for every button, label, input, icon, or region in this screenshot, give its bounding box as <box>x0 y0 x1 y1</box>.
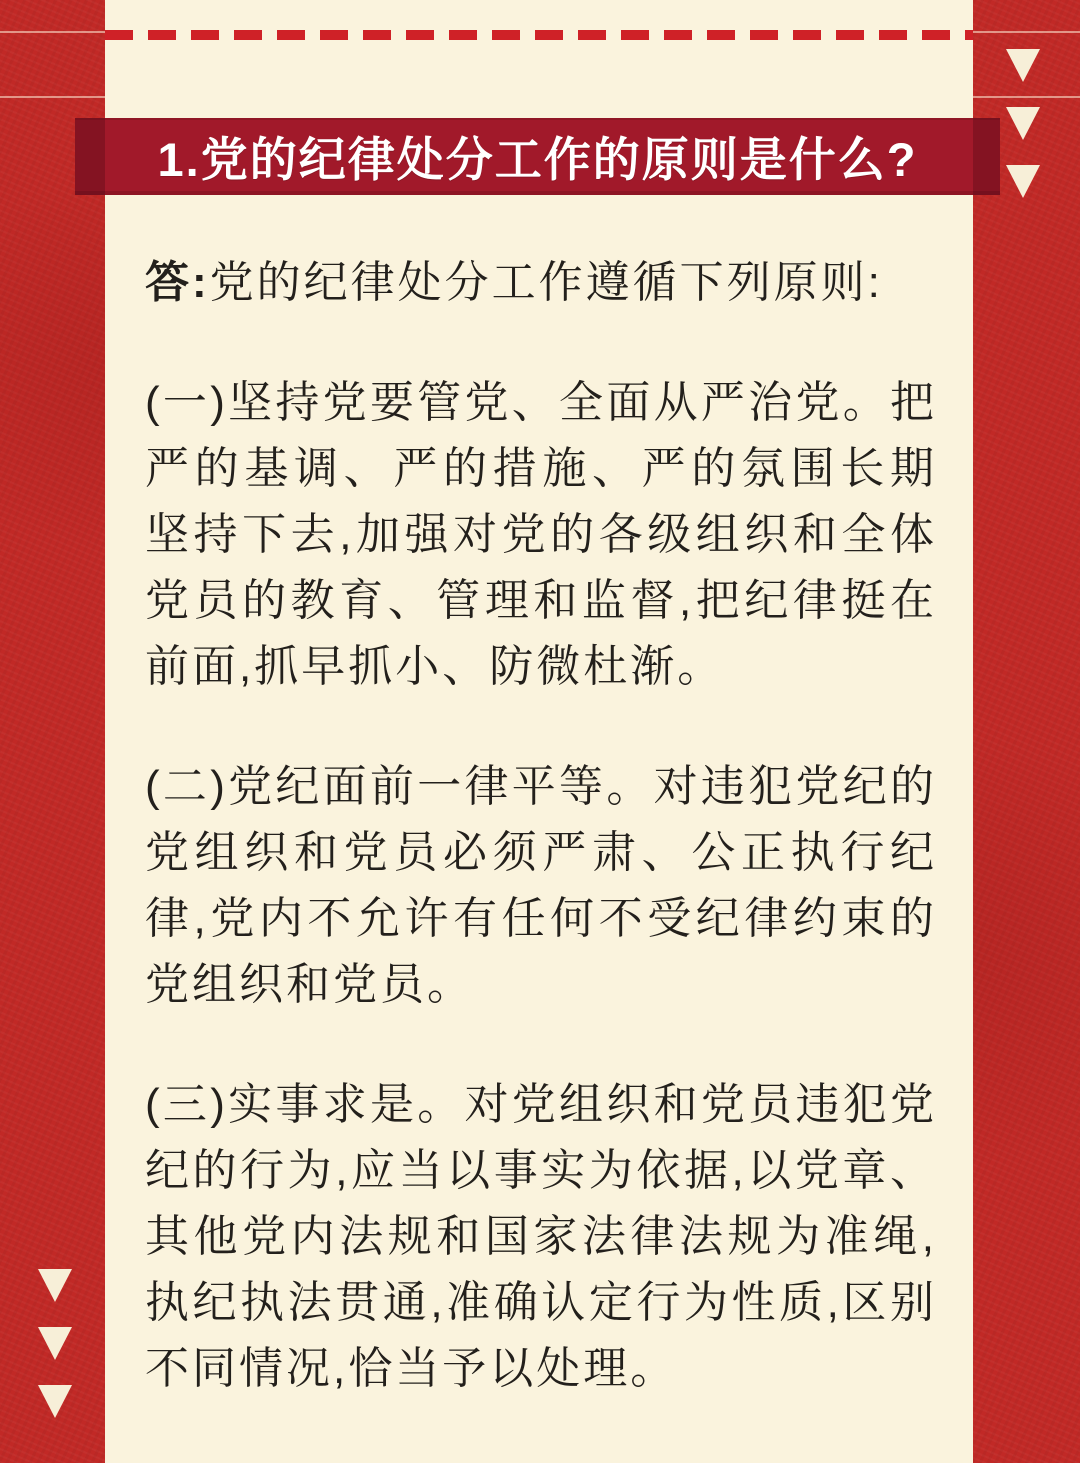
answer-body <box>145 250 937 1402</box>
margin-hairline <box>0 31 105 33</box>
margin-hairline <box>973 31 1080 33</box>
answer-intro-line <box>145 250 937 316</box>
margin-hairline <box>0 96 105 98</box>
triangle-down-icon <box>1006 107 1040 140</box>
right-triangle-decorations <box>1006 49 1040 198</box>
page-title: 1.党的纪律处分工作的原则是什么? <box>157 133 918 186</box>
principle-paragraph: (三)实事求是。对党组织和党员违犯党纪的行为,应当以事实为依据,以党章、其他党内法规和国家法律法规为准绳,执纪执法贯通,准确认定行为性质,区别不同情况,恰当予以处理。 <box>145 1080 937 1393</box>
answer-intro-text: 党的纪律处分工作遵循下列原则: <box>209 258 883 307</box>
dashed-divider <box>105 30 973 40</box>
triangle-down-icon <box>1006 165 1040 198</box>
principle-paragraph: (二)党纪面前一律平等。对违犯党纪的党组织和党员必须严肃、公正执行纪律,党内不允许有任何不受纪律约束的党组织和党员。 <box>145 762 937 1009</box>
triangle-down-icon <box>38 1385 72 1418</box>
title-ribbon <box>75 118 1000 195</box>
left-triangle-decorations <box>38 1269 72 1418</box>
principle-paragraph: (一)坚持党要管党、全面从严治党。把严的基调、严的措施、严的氛围长期坚持下去,加强对党的各级组织和全体党员的教育、管理和监督,把纪律挺在前面,抓早抓小、防微杜渐。 <box>145 378 937 691</box>
triangle-down-icon <box>1006 49 1040 82</box>
triangle-down-icon <box>38 1327 72 1360</box>
triangle-down-icon <box>38 1269 72 1302</box>
answer-label: 答: <box>145 258 210 307</box>
